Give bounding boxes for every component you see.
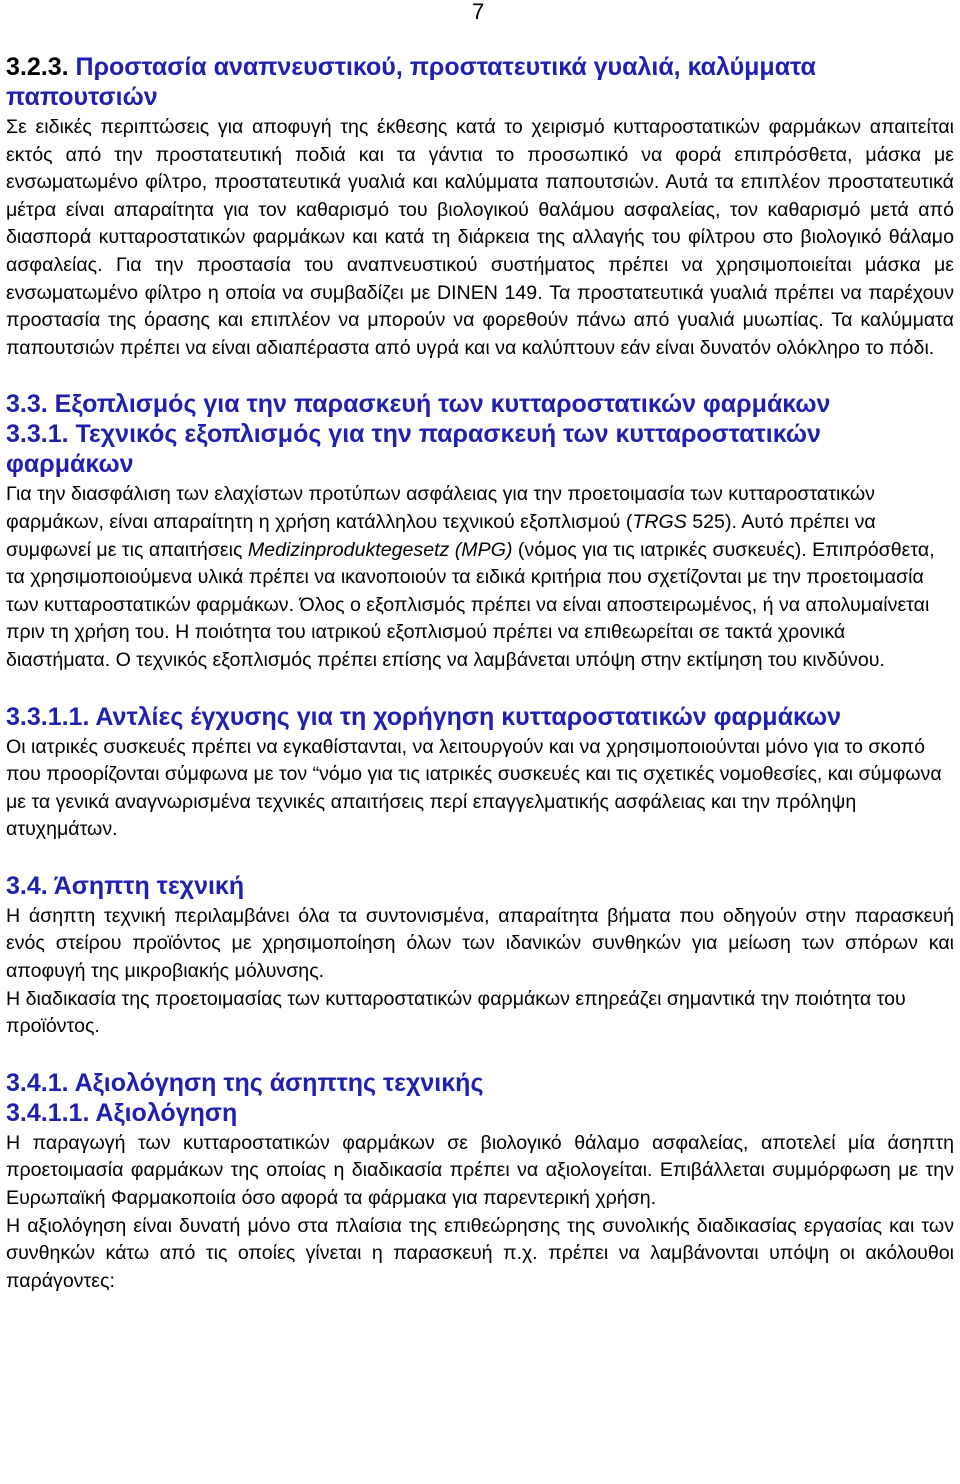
section-heading-3-4: 3.4. Άσηπτη τεχνική [6,871,245,900]
paragraph-text: 525). Αυτό πρέπει να συμφωνεί με τις απαιτήσεις [6,510,876,561]
paragraph-aseptic-1: Η άσηπτη τεχνική περιλαμβάνει όλα τα συντονισμένα, απαραίτητα βήματα που οδηγούν στην παρασκευή ενός στείρου προϊόντος με χρησιμοποίηση όλων των ιδανικών συνθηκών για μείωση των σπόρων και αποφυγή της μικροβιακής μόλυνσης. [6,904,954,983]
section-title: Προστασία αναπνευστικού, προστατευτικά γυαλιά, καλύμματα παπουτσιών [6,53,816,111]
document-body [6,52,954,1295]
section-heading-3-3-1-1: 3.3.1.1. Αντλίες έγχυσης για τη χορήγηση κυτταροστατικών φαρμάκων [6,702,842,731]
trgs-reference: TRGS [632,510,687,533]
paragraph-protection: Σε ειδικές περιπτώσεις για αποφυγή της έκθεσης κατά το χειρισμό κυτταροστατικών φαρμάκων απαιτείται εκτός από την προστατευτική ποδιά και τα γάντια το προσωπικό να φορά επιπρόσθετα, μάσκα με ενσωματωμένο φίλτρο, προστατευτικά γυαλιά και καλύμματα παπουτσιών. Αυτά τα επιπλέον προστατευτικά μέτρα είναι απαραίτητα για τον καθαρισμό του βιολογικού θαλάμου ασφαλείας, τον καθαρισμό μετά από διασπορά κυτταροστατικών φαρμάκων και κατά τη διάρκεια της αλλαγής του φίλτρου στο βιολογικό θάλαμο ασφαλείας. Για την προστασία του αναπνευστικού συστήματος πρέπει να χρησιμοποιείται μάσκα με ενσωματωμένο φίλτρο η οποία να συμβαδίζει με DINEN 149. Τα προστατευτικά γυαλιά πρέπει να παρέχουν προστασία της όρασης και επιπλέον να μπορούν να φορεθούν πάνω από γυαλιά μυωπίας. Τα καλύμματα παπουτσιών πρέπει να είναι αδιαπέραστα από υγρά και να καλύπτουν εάν είναι δυνατόν ολόκληρο το πόδι. [6,116,954,359]
section-number: 3.2.3. [6,53,69,81]
paragraph-text: (νόμος για τις ιατρικές συσκευές). Επιπρόσθετα, τα χρησιμοποιούμενα υλικά πρέπει να ικανοποιούν τα ειδικά κριτήρια που σχετίζονται με την προετοιμασία των κυτταροστατικών φαρμάκων. Όλος ο εξοπλισμός πρέπει να είναι αποστειρωμένος, ή να απολυμαίνεται πριν τη χρήση του. Η ποιότητα του ιατρικού εξοπλισμού πρέπει να επιθεωρείται σε τακτά χρονικά διαστήματα. Ο τεχνικός εξοπλισμός πρέπει επίσης να λαμβάνεται υπόψη στην εκτίμηση του κινδύνου. [6,538,935,671]
paragraph-evaluation-1: Η παραγωγή των κυτταροστατικών φαρμάκων σε βιολογικό θάλαμο ασφαλείας, αποτελεί μία άσηπτη προετοιμασία φαρμάκων της οποίας η διαδικασία πρέπει να αξιολογείται. Επιβάλλεται συμμόρφωση με την Ευρωπαϊκή Φαρμακοποιία όσο αφορά τα φάρμακα για παρεντερική χρήση. [6,1131,954,1210]
paragraph-aseptic-2: Η διαδικασία της προετοιμασίας των κυτταροστατικών φαρμάκων επηρεάζει σημαντικά την ποιότητα του προϊόντος. [6,987,906,1038]
section-heading-3-4-1: 3.4.1. Αξιολόγηση της άσηπτης τεχνικής [6,1068,484,1097]
section-heading-3-3: 3.3. Εξοπλισμός για την παρασκευή των κυτταροστατικών φαρμάκων [6,390,831,419]
section-heading-3-4-1-1: 3.4.1.1. Αξιολόγηση [6,1098,238,1127]
paragraph-text: Για την διασφάλιση των ελαχίστων προτύπων ασφάλειας για την προετοιμασία των κυτταροστατικών φαρμάκων, είναι απαραίτητη η χρήση κατάλληλου τεχνικού εξοπλισμού ( [6,483,875,533]
section-heading-3-2-3 [6,52,954,112]
paragraph-infusion-pumps: Οι ιατρικές συσκευές πρέπει να εγκαθίστανται, να λειτουργούν και να χρησιμοποιούνται μόνο για το σκοπό που προορίζονται σύμφωνα με τον “νόμο για τις ιατρικές συσκευές και τις σχετικές νομοθεσίες, και σύμφωνα με τα γενικά αναγνωρισμένα τεχνικές απαιτήσεις περί επαγγελματικής ασφάλειας και την πρόληψη ατυχημάτων. [6,735,942,841]
mpg-reference: Medizinproduktegesetz (MPG) [247,538,513,561]
paragraph-equipment [6,481,954,674]
page-number: 7 [472,0,485,24]
section-heading-3-3-1: 3.3.1. Τεχνικός εξοπλισμός για την παρασκευή των κυτταροστατικών φαρμάκων [6,420,821,479]
paragraph-evaluation-2: Η αξιολόγηση είναι δυνατή μόνο στα πλαίσια της επιθεώρησης της συνολικής διαδικασίας εργασίας και των συνθηκών κάτω από τις οποίες γίνεται η παρασκευή π.χ. πρέπει να λαμβάνονται υπόψη οι ακόλουθοι παράγοντες: [6,1214,954,1292]
